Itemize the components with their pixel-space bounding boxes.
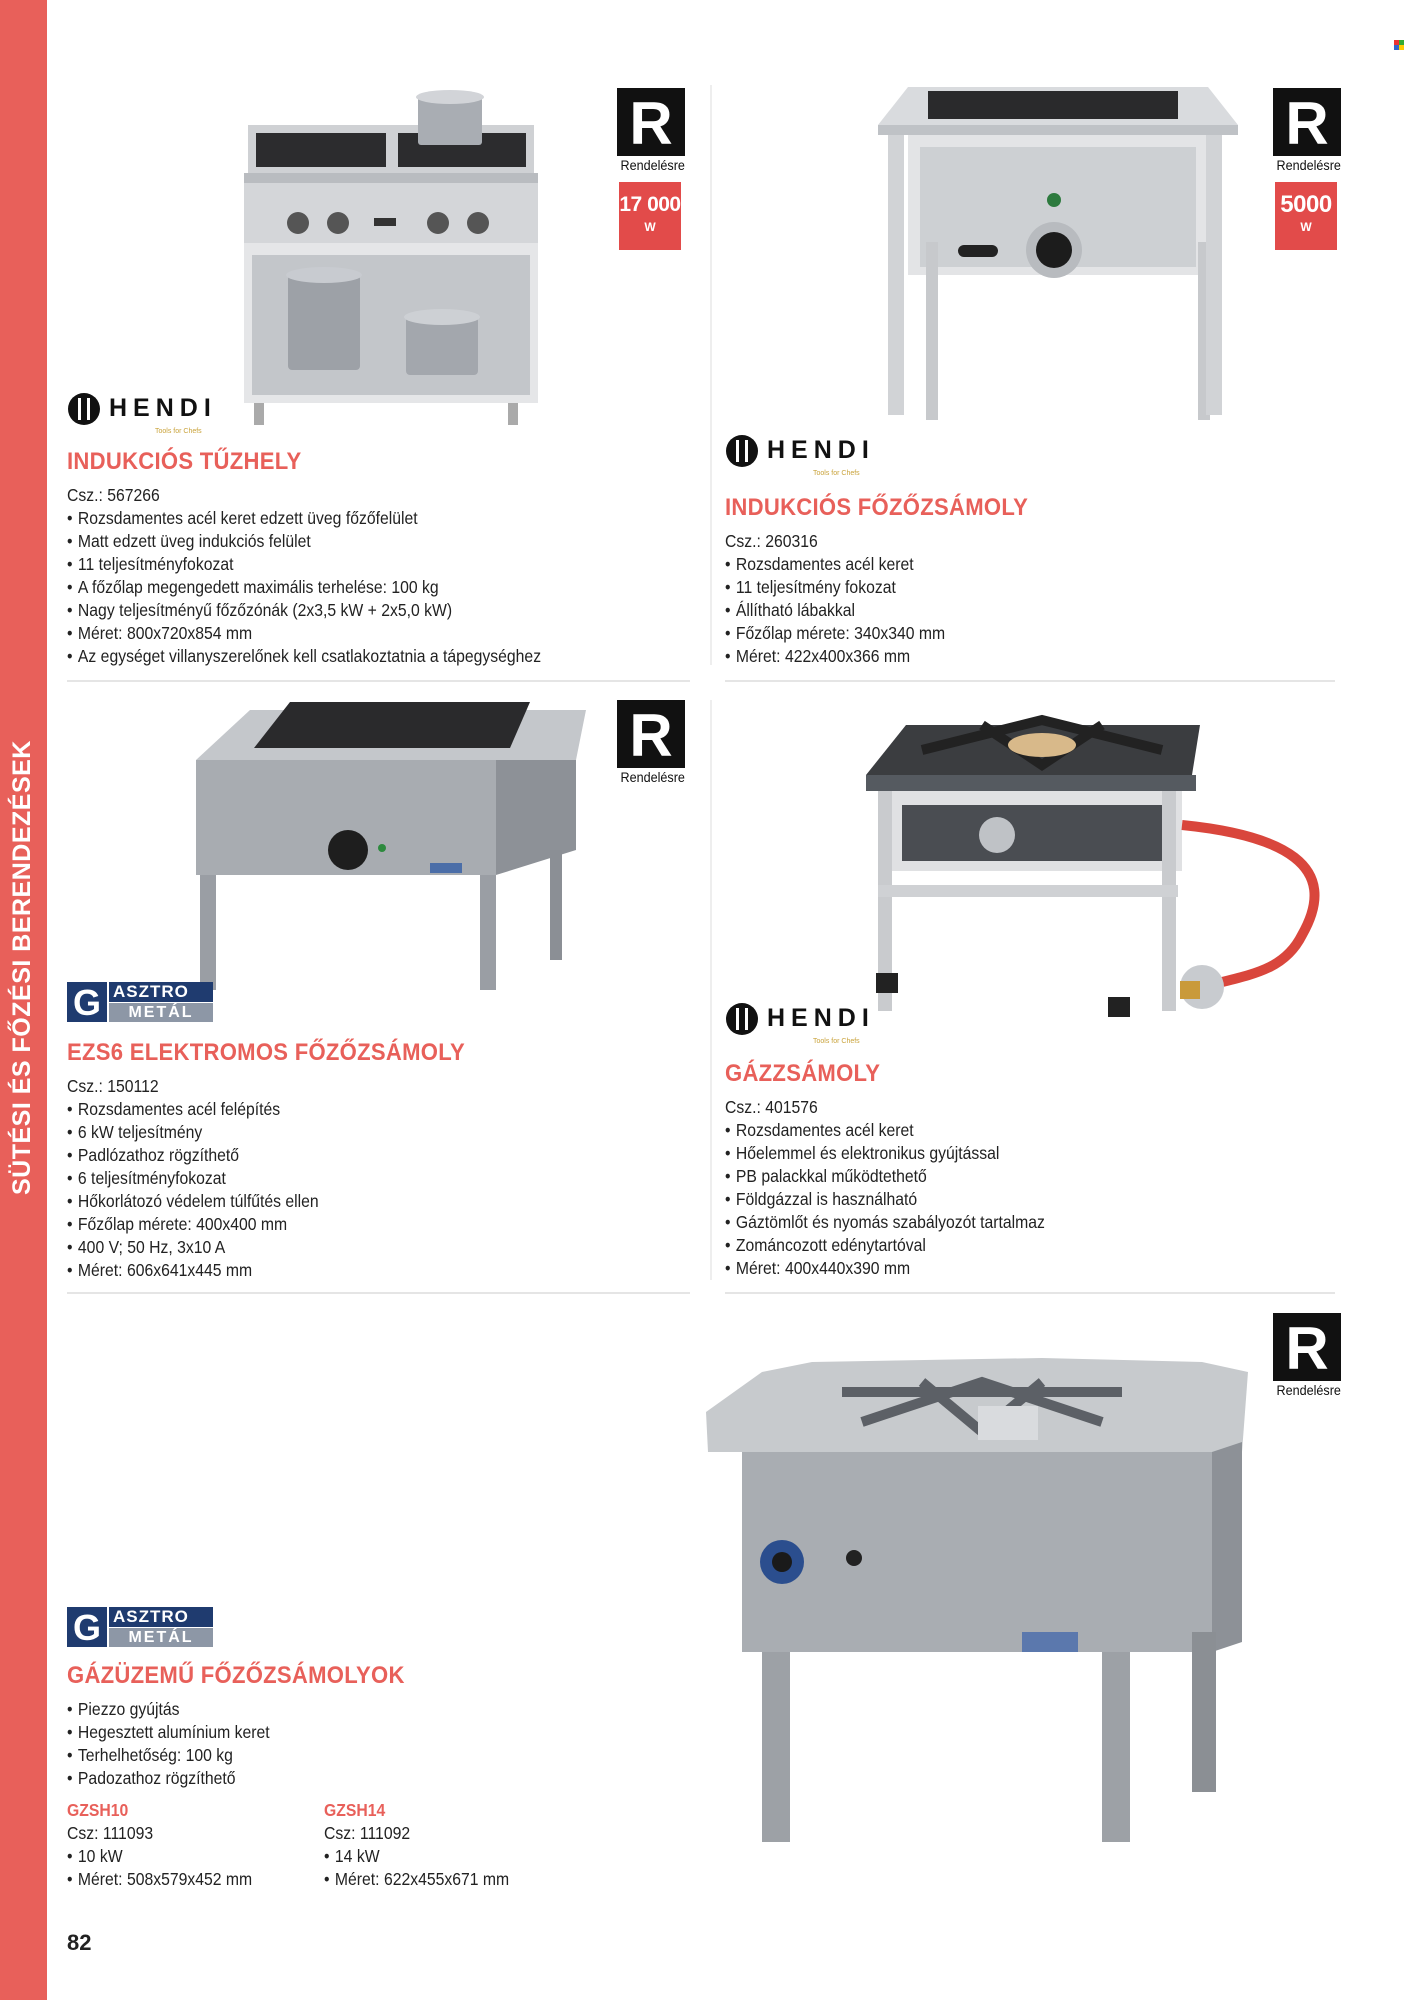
- feature-item: • Matt edzett üveg indukciós felület: [67, 530, 541, 553]
- order-badge-4: [1273, 1313, 1343, 1398]
- variant-gzsh14: [324, 1799, 530, 1891]
- hendi-tagline: Tools for Chefs: [155, 428, 202, 435]
- feature-list: [67, 1698, 434, 1790]
- variant-gzsh10: [67, 1799, 273, 1891]
- feature-item: • Az egységet villanyszerelőnek kell csatlakoztatnia a tápegységhez: [67, 645, 541, 668]
- order-r-icon: [1273, 88, 1341, 156]
- feature-item: • Hőkorlátozó védelem túlfűtés ellen: [67, 1190, 456, 1213]
- order-label: Rendelésre: [1276, 1382, 1341, 1398]
- gas-cooking-stools-image: [702, 1352, 1262, 1852]
- product-title: INDUKCIÓS FŐZŐZSÁMOLY: [725, 494, 1029, 521]
- feature-item: • Rozsdamentes acél keret edzett üveg főzőfelület: [67, 507, 541, 530]
- hendi-tagline: Tools for Chefs: [813, 470, 860, 477]
- variant-spec-list: [324, 1845, 530, 1891]
- product-2-text: [725, 494, 1054, 668]
- column-divider-top: [710, 85, 712, 665]
- feature-item: • Méret: 606x641x445 mm: [67, 1259, 456, 1282]
- product-3-text: [67, 1039, 500, 1282]
- order-r-letter: R: [629, 706, 673, 762]
- order-label: Rendelésre: [1276, 157, 1341, 173]
- corner-color-logo: [1394, 40, 1404, 50]
- hendi-logo-3: [725, 1002, 925, 1046]
- electric-stool-image: [190, 700, 590, 1000]
- svg-text:G: G: [72, 982, 102, 1022]
- gasztro-metal-logo-1: [67, 982, 215, 1022]
- product-1-text: [67, 448, 594, 668]
- feature-item: • Piezzo gyújtás: [67, 1698, 397, 1721]
- metal-word: METÁL: [109, 1003, 213, 1022]
- feature-item: • Padlózathoz rögzíthető: [67, 1144, 456, 1167]
- feature-list: [725, 1119, 1080, 1280]
- product-code: Csz.: 401576: [725, 1097, 818, 1117]
- variant-code: Csz: 111093: [67, 1823, 154, 1843]
- product-title: GÁZZSÁMOLY: [725, 1060, 881, 1087]
- hendi-logo-2: [725, 434, 925, 478]
- gasztro-g-icon: [67, 982, 107, 1022]
- feature-item: • Méret: 800x720x854 mm: [67, 622, 541, 645]
- order-label: Rendelésre: [620, 769, 685, 785]
- power-unit: W: [644, 220, 656, 234]
- feature-item: • Rozsdamentes acél keret: [725, 1119, 1045, 1142]
- variant-size: • Méret: 508x579x452 mm: [67, 1868, 252, 1891]
- product-title: EZS6 ELEKTROMOS FŐZŐZSÁMOLY: [67, 1039, 465, 1066]
- gasztro-word: ASZTRO: [109, 1607, 213, 1627]
- power-unit: W: [1300, 220, 1312, 234]
- hendi-tagline: Tools for Chefs: [813, 1038, 860, 1045]
- feature-item: • 6 teljesítményfokozat: [67, 1167, 456, 1190]
- variant-name: GZSH14: [324, 1800, 386, 1820]
- power-badge-1: [619, 182, 681, 250]
- feature-item: • Rozsdamentes acél keret: [725, 553, 1021, 576]
- hendi-mark-icon: [67, 392, 101, 426]
- feature-item: • Főzőlap mérete: 340x340 mm: [725, 622, 1021, 645]
- feature-list: [67, 507, 594, 668]
- row-divider-left-1: [67, 680, 690, 682]
- hendi-wordmark: HENDI: [109, 394, 217, 422]
- product-title: INDUKCIÓS TŰZHELY: [67, 448, 302, 475]
- feature-item: • Hőelemmel és elektronikus gyújtással: [725, 1142, 1045, 1165]
- feature-list: [67, 1098, 500, 1282]
- feature-item: • Állítható lábakkal: [725, 599, 1021, 622]
- order-badge-3: [617, 700, 687, 785]
- induction-stool-image: [868, 85, 1248, 435]
- feature-item: • Földgázzal is használható: [725, 1188, 1045, 1211]
- feature-item: • Zománcozott edénytartóval: [725, 1234, 1045, 1257]
- feature-item: • Nagy teljesítményű főzőzónák (2x3,5 kW + 2x5,0 kW): [67, 599, 541, 622]
- feature-item: • Főzőlap mérete: 400x400 mm: [67, 1213, 456, 1236]
- hendi-mark-icon: [725, 434, 759, 468]
- row-divider-right-2: [725, 1292, 1335, 1294]
- feature-item: • Rozsdamentes acél felépítés: [67, 1098, 456, 1121]
- order-badge-2: [1273, 88, 1343, 173]
- order-r-letter: R: [1285, 1319, 1329, 1375]
- feature-item: • Hegesztett alumínium keret: [67, 1721, 397, 1744]
- order-r-letter: R: [1285, 94, 1329, 150]
- order-r-icon: [617, 700, 685, 768]
- hendi-mark-icon: [725, 1002, 759, 1036]
- product-4-text: [725, 1060, 1080, 1280]
- variant-spec-list: [67, 1845, 273, 1891]
- product-title: GÁZÜZEMŰ FŐZŐZSÁMOLYOK: [67, 1662, 405, 1689]
- feature-item: • 11 teljesítmény fokozat: [725, 576, 1021, 599]
- product-5-text: [67, 1662, 434, 1790]
- gasztro-g-icon: [67, 1607, 107, 1647]
- induction-range-image: [238, 85, 538, 445]
- product-code: Csz.: 260316: [725, 531, 818, 551]
- sidebar-category-label: SÜTÉSI ÉS FŐZÉSI BERENDEZÉSEK: [8, 740, 36, 1195]
- gasztro-word: ASZTRO: [109, 982, 213, 1002]
- hendi-wordmark: HENDI: [767, 1004, 875, 1032]
- product-code: Csz.: 150112: [67, 1076, 159, 1096]
- column-divider-middle: [710, 700, 712, 1280]
- metal-word: METÁL: [109, 1628, 213, 1647]
- feature-item: • Terhelhetőség: 100 kg: [67, 1744, 397, 1767]
- feature-item: • 6 kW teljesítmény: [67, 1121, 456, 1144]
- power-value: 17 000: [619, 193, 681, 216]
- gasztro-metal-logo-2: [67, 1607, 215, 1647]
- variant-code: Csz: 111092: [324, 1823, 411, 1843]
- order-label: Rendelésre: [620, 157, 685, 173]
- svg-text:G: G: [72, 1607, 102, 1647]
- feature-item: • PB palackkal működtethető: [725, 1165, 1045, 1188]
- product-code: Csz.: 567266: [67, 485, 160, 505]
- variant-power: • 10 kW: [67, 1845, 252, 1868]
- power-value: 5000: [1280, 191, 1332, 218]
- feature-item: • 11 teljesítményfokozat: [67, 553, 541, 576]
- order-r-icon: [617, 88, 685, 156]
- feature-item: • Méret: 400x440x390 mm: [725, 1257, 1045, 1280]
- feature-item: • Gáztömlőt és nyomás szabályozót tartalmaz: [725, 1211, 1045, 1234]
- variant-power: • 14 kW: [324, 1845, 509, 1868]
- feature-item: • Padozathoz rögzíthető: [67, 1767, 397, 1790]
- order-r-letter: R: [629, 94, 673, 150]
- row-divider-right-1: [725, 680, 1335, 682]
- gas-stool-image: [862, 705, 1342, 1025]
- feature-item: • 400 V; 50 Hz, 3x10 A: [67, 1236, 456, 1259]
- hendi-logo-1: [67, 392, 267, 436]
- page-number: 82: [67, 1930, 92, 1955]
- variant-size: • Méret: 622x455x671 mm: [324, 1868, 509, 1891]
- row-divider-left-2: [67, 1292, 690, 1294]
- order-r-icon: [1273, 1313, 1341, 1381]
- feature-item: • Méret: 422x400x366 mm: [725, 645, 1021, 668]
- variant-name: GZSH10: [67, 1800, 129, 1820]
- power-badge-2: [1275, 182, 1337, 250]
- hendi-wordmark: HENDI: [767, 436, 875, 464]
- order-badge-1: [617, 88, 687, 173]
- feature-item: • A főzőlap megengedett maximális terhelése: 100 kg: [67, 576, 541, 599]
- feature-list: [725, 553, 1054, 668]
